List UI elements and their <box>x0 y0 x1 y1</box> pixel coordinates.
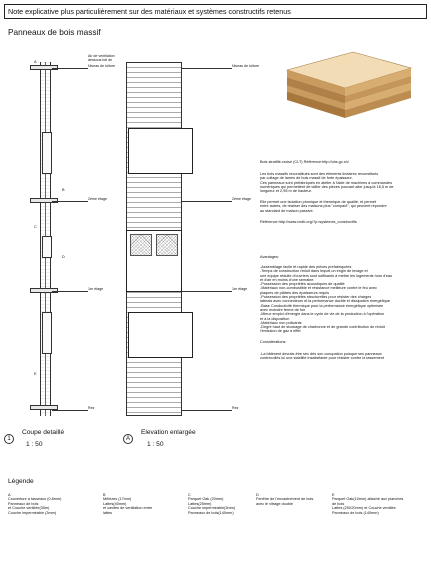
elevation-window-bottom <box>128 312 193 358</box>
leader-2nd <box>52 201 88 202</box>
paragraph-clt-description <box>260 172 426 193</box>
text-line: numériques qui permettent de tailler des pièces pouvant aller jusqu'à 16,5 m de <box>260 184 394 189</box>
legend-line: Parquet Oak(10mm) attaché aux planches <box>332 497 404 502</box>
legend-line: de bois <box>332 501 345 506</box>
text-line: entre autres, de réaliser des maisons plus "compact", qui peuvent répondre <box>260 204 387 209</box>
text-line: longueur et 2,95 m de hauteur. <box>260 189 312 194</box>
legend-letter: C <box>188 493 191 497</box>
elev-level-1st: 1er étage <box>232 287 248 291</box>
legend-line: avec le vitrage double <box>256 501 293 506</box>
list-item: -Matériaux non polluants <box>260 320 302 325</box>
list-item: avec moindre ferme de fuir <box>260 307 306 312</box>
legend-line: Panneaux de bois(140mm) <box>188 510 234 515</box>
legend-letter: E <box>332 493 335 497</box>
advantages-list <box>260 265 426 334</box>
window-pane <box>130 234 152 256</box>
leader-roof <box>52 68 88 69</box>
section-window-3 <box>42 312 52 354</box>
legend-line: Mélèzes (17mm) <box>103 497 132 502</box>
caption-elevation-title: Elevation enlargée <box>141 429 196 436</box>
section-title: Panneaux de bois massif <box>8 27 101 37</box>
list-item: -Temps de construction réduit dans lequel,un engin de levage et <box>260 269 368 274</box>
section-level-2nd: 2ème étage <box>88 197 107 201</box>
legend-letter: A <box>8 493 11 497</box>
caption-elevation-scale: 1 : 50 <box>147 441 164 448</box>
section-level-ground: Rez <box>88 406 95 410</box>
list-item: une équipe réduite d'ouvriers sont suffisants à mettre les logements hors d'eau <box>260 273 393 278</box>
text-line: Elle permet une isolation phonique et thermique de qualité, et permet <box>260 200 377 204</box>
legend-line: et cavités de ventilation entre <box>103 506 153 511</box>
legend-line: Couche imperméable (3mm) <box>8 510 57 515</box>
list-item: contrecollés lui une stabilité insatisfiante pour résister contre la tassement <box>260 356 384 361</box>
legend-column-c <box>188 493 266 515</box>
legend-line: Panneaux de bois <box>8 501 39 506</box>
elev-level-ground: Rez <box>232 406 239 410</box>
caption-circle-1: 1 <box>4 434 14 444</box>
air-note-2: dessous toit de <box>88 58 113 62</box>
leader-ground <box>52 410 88 411</box>
legend-letter: B <box>103 493 106 497</box>
caption-section-scale: 1 : 50 <box>26 441 43 448</box>
section-letter-e: E <box>34 372 37 376</box>
clt-panel-photo <box>283 48 415 126</box>
elev-leader-ground <box>182 410 232 411</box>
text-line: par collage de lames de bois massif de forte épaisseur. <box>260 176 353 181</box>
reference-link: Référence:http://www.cndb.org/?p=systemes_constructifs <box>260 220 357 224</box>
section-letter-d: D <box>62 255 65 259</box>
window-pane <box>156 234 178 256</box>
list-item: latérals avec connecteurs et la performance ductile et dissipation énergétique <box>260 299 391 304</box>
list-item: -Assemblage facile et rapide des pièces préfabriquées <box>260 265 352 269</box>
list-item: -La bâtiment devrais être sec dès son occupation puisque ses panneaux <box>260 352 382 356</box>
legend-line: Lattes (25X20mm) et Couche ventilée <box>332 506 396 511</box>
caption-circle-a: A <box>123 434 133 444</box>
text-line: Les bois massifs reconstitués sont des éléments linéaires reconstitués <box>260 172 379 176</box>
section-letter-c: C <box>34 225 37 229</box>
legend-line: Lattes(25mm) <box>188 501 212 506</box>
elevation-window-middle <box>126 230 182 292</box>
section-window-1 <box>42 132 52 174</box>
legend-column-b <box>103 493 181 515</box>
considerations-title: Considérations: <box>260 340 287 344</box>
legend-letter: D <box>256 493 259 497</box>
elev-level-roof: Niveau de toiture <box>232 64 260 68</box>
section-level-1st: 1er étage <box>88 287 104 291</box>
elev-leader-1st <box>182 291 232 292</box>
legend-column-d <box>256 493 334 506</box>
section-level-roof: Niveau de toiture <box>88 64 116 68</box>
list-item: et à la disposition <box>260 316 290 321</box>
text-line: au standard de maison passive. <box>260 208 314 213</box>
list-item: et d'air en moins d'une semaine. <box>260 277 315 282</box>
list-item: -Mieux emploi d'énergie dans le cycle de vie de la production à l'opération <box>260 312 385 317</box>
list-item: l'émission de gaz à effet <box>260 329 301 334</box>
air-note-1: Air de ventilation <box>88 54 115 58</box>
list-item: -Matériaux non-combustible et résistance meilleure contre le feu avec <box>260 286 377 291</box>
legend-line: et Couche ventilée(35m) <box>8 506 50 511</box>
text-line: Ces panneaux sont préfabriqués en atelier à l'aide de machines à commandes <box>260 180 393 185</box>
list-item: -Possession des propriétés structurelles pour résister des charges <box>260 295 372 300</box>
legend-line: Parquet Oak (20mm) <box>188 497 224 502</box>
elev-leader-2nd <box>182 201 232 202</box>
legend-line: Couche imperméable(3mm) <box>188 506 236 511</box>
header-title: Note explicative plus particulièrement sur des matériaux et systèmes constructifs retenus <box>4 4 427 19</box>
legend-column-a <box>8 493 86 515</box>
list-item: plaques de plâtres des épaisseurs requis <box>260 290 330 295</box>
considerations-list <box>260 352 426 361</box>
section-window-2 <box>42 236 52 258</box>
legend-line: Fenêtre de l'encastrement de bois <box>256 497 314 502</box>
section-letter-a: A <box>34 60 37 64</box>
legend-line: Couverture à tasseaux (0.8mm) <box>8 497 62 502</box>
legend-title: Légende <box>8 478 34 485</box>
legend-line: Panneaux de bois (140mm) <box>332 510 379 515</box>
legend-column-e <box>332 493 427 515</box>
elev-leader-roof <box>182 68 232 69</box>
elevation-window-top <box>128 128 193 174</box>
elev-level-2nd: 2ème étage <box>232 197 251 201</box>
caption-section-title: Coupe detaillé <box>22 429 65 436</box>
section-letter-b: B <box>62 188 65 192</box>
advantages-title: Avantages: <box>260 255 279 259</box>
list-item: -Degré haut de stockage de charbonne et de grande contribution de réduit <box>260 325 385 330</box>
paragraph-insulation <box>260 200 426 213</box>
legend-line: Lattes(40mm) <box>103 501 127 506</box>
leader-1st <box>52 291 88 292</box>
clt-title: Bois stratifié-croisé (CLT) Référence:http://cbs.gc.ch/ <box>260 160 349 164</box>
list-item: -Possession des propriétés acoustiques de qualité <box>260 282 345 287</box>
list-item: -Base Conductivité thermique pour la performance énergétique optimisée <box>260 303 384 308</box>
legend-line: lattes <box>103 510 113 515</box>
